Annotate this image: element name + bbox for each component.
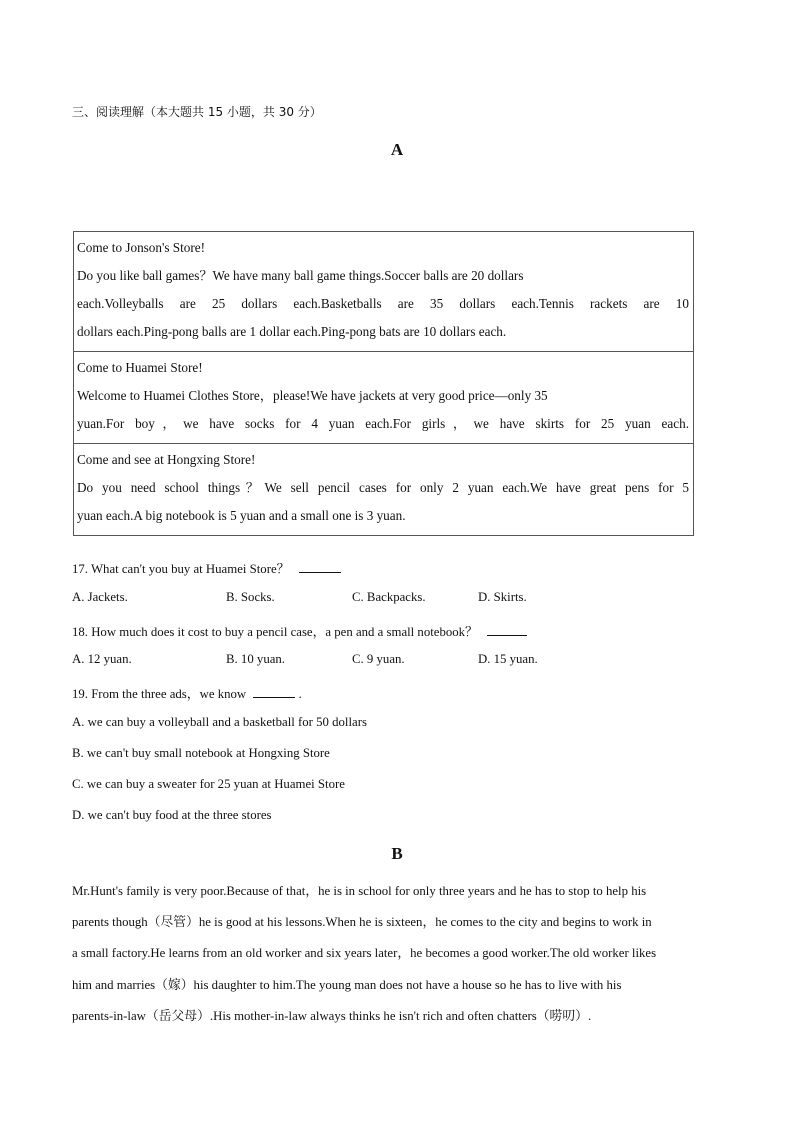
option-c[interactable]: C. we can buy a sweater for 25 yuan at Huamei Store — [72, 777, 345, 791]
passage-line: Mr.Hunt's family is very poor.Because of that，he is in school for only three years and he has to stop to help his — [72, 884, 647, 898]
answer-blank[interactable] — [253, 685, 295, 698]
option-d[interactable]: D. 15 yuan. — [478, 652, 538, 666]
ad-line: Come to Jonson's Store! — [77, 240, 206, 255]
passage-line: a small factory.He learns from an old worker and six years later，he becomes a good worker.The old worker likes — [72, 946, 657, 960]
option-c[interactable]: C. 9 yuan. — [352, 652, 405, 666]
option-b[interactable]: B. we can't buy small notebook at Hongxing Store — [72, 746, 330, 760]
ad-line: Welcome to Huamei Clothes Store，please!We have jackets at very good price—only 35 — [77, 388, 548, 403]
question-17 — [72, 558, 341, 577]
passage-line: parents though（尽管）he is good at his lessons.When he is sixteen，he comes to the city and begins to work in — [72, 915, 652, 929]
option-a[interactable]: A. we can buy a volleyball and a basketball for 50 dollars — [72, 715, 367, 729]
option-c[interactable]: C. Backpacks. — [352, 590, 426, 604]
question-19 — [72, 683, 302, 702]
option-b[interactable]: B. Socks. — [226, 590, 275, 604]
question-stem: 17. What can't you buy at Huamei Store？ — [72, 562, 290, 576]
ad-jonson-store — [74, 232, 693, 351]
answer-blank[interactable] — [299, 560, 341, 573]
part-a-title: A — [390, 140, 404, 159]
ad-line: Come and see at Hongxing Store! — [77, 452, 256, 467]
question-stem: 18. How much does it cost to buy a pencil case，a pen and a small notebook？ — [72, 625, 478, 639]
ads-table — [73, 231, 694, 536]
ad-hongxing-store — [74, 443, 693, 535]
option-a[interactable]: A. 12 yuan. — [72, 652, 132, 666]
passage-line: him and marries（嫁）his daughter to him.The young man does not have a house so he has to live with his — [72, 978, 622, 992]
option-a[interactable]: A. Jackets. — [72, 590, 128, 604]
ad-line: Do you need school things？We sell pencil cases for only 2 yuan each.We have great pens for 5 — [77, 480, 689, 495]
option-b[interactable]: B. 10 yuan. — [226, 652, 286, 666]
option-d[interactable]: D. Skirts. — [478, 590, 527, 604]
question-18 — [72, 621, 527, 640]
passage-line: parents-in-law（岳父母）.His mother-in-law always thinks he isn't rich and often chatters（唠叨）. — [72, 1009, 592, 1023]
section-heading: 三、阅读理解（本大题共 15 小题，共 30 分） — [72, 105, 322, 119]
ad-line: yuan each.A big notebook is 5 yuan and a small one is 3 yuan. — [77, 508, 406, 523]
ad-huamei-store — [74, 351, 693, 443]
part-b-title: B — [391, 844, 403, 863]
ad-line: Come to Huamei Store! — [77, 360, 203, 375]
answer-blank[interactable] — [487, 623, 527, 636]
ad-line: yuan.For boy，we have socks for 4 yuan each.For girls，we have skirts for 25 yuan each. — [77, 416, 689, 431]
ad-line: dollars each.Ping-pong balls are 1 dollar each.Ping-pong bats are 10 dollars each. — [77, 324, 507, 339]
ad-line: each.Volleyballs are 25 dollars each.Basketballs are 35 dollars each.Tennis rackets are 10 — [77, 296, 689, 311]
question-stem: 19. From the three ads，we know — [72, 687, 247, 701]
ad-line: Do you like ball games？We have many ball game things.Soccer balls are 20 dollars — [77, 268, 524, 283]
option-d[interactable]: D. we can't buy food at the three stores — [72, 808, 272, 822]
question-stem-end: . — [298, 687, 302, 701]
